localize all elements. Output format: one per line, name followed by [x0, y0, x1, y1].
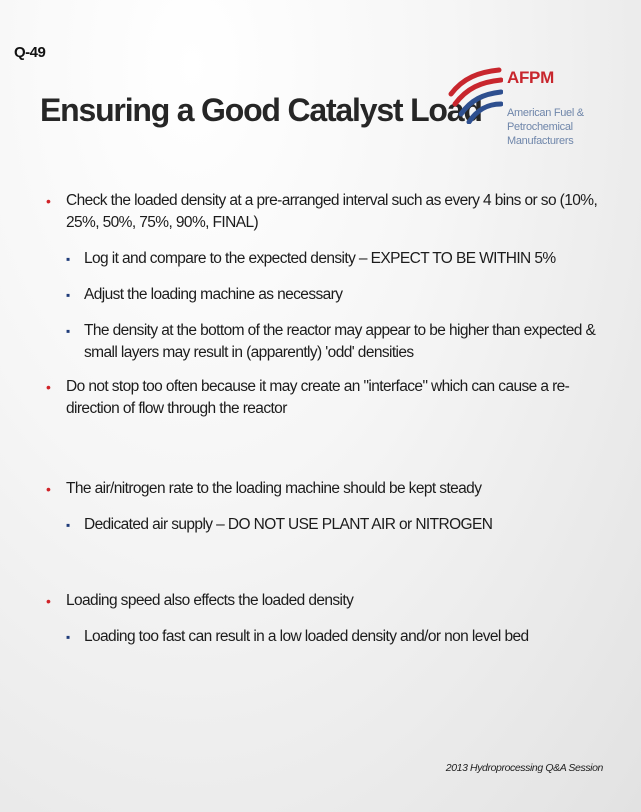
- bullet-list: [46, 190, 606, 648]
- logo-subtitle: American Fuel & Petrochemical Manufacturers: [507, 107, 584, 147]
- square-bullet-icon: ▪: [66, 324, 70, 338]
- sub-bullet-item: [46, 514, 606, 536]
- bullet-item: [46, 478, 606, 500]
- bullet-text: The air/nitrogen rate to the loading machine should be kept steady: [66, 480, 482, 497]
- bullet-dot-icon: •: [46, 193, 51, 209]
- bullet-dot-icon: •: [46, 379, 51, 395]
- afpm-logo: [445, 62, 625, 172]
- bullet-dot-icon: •: [46, 593, 51, 609]
- sub-bullet-item: [46, 320, 606, 364]
- square-bullet-icon: ▪: [66, 288, 70, 302]
- bullet-text: Log it and compare to the expected density – EXPECT TO BE WITHIN 5%: [84, 250, 556, 267]
- bullet-text: Loading speed also effects the loaded density: [66, 592, 354, 609]
- question-number: Q-49: [14, 44, 46, 61]
- logo-name: AFPM: [507, 68, 554, 87]
- sub-bullet-item: [46, 284, 606, 306]
- bullet-text: The density at the bottom of the reactor may appear to be higher than expected & small layers may result in (apparently) 'odd' densities: [84, 322, 596, 361]
- bullet-text: Loading too fast can result in a low loaded density and/or non level bed: [84, 628, 529, 645]
- bullet-text: Do not stop too often because it may create an "interface" which can cause a re-direction of flow through the reactor: [66, 378, 570, 417]
- bullet-dot-icon: •: [46, 481, 51, 497]
- bullet-item: [46, 376, 606, 420]
- footer-text: 2013 Hydroprocessing Q&A Session: [445, 762, 603, 774]
- bullet-item: [46, 190, 606, 234]
- square-bullet-icon: ▪: [66, 518, 70, 532]
- slide-title: Ensuring a Good Catalyst Load: [40, 92, 482, 128]
- bullet-item: [46, 590, 606, 612]
- bullet-text: Adjust the loading machine as necessary: [84, 286, 343, 303]
- square-bullet-icon: ▪: [66, 252, 70, 266]
- afpm-flag-icon: [445, 64, 503, 124]
- bullet-text: Dedicated air supply – DO NOT USE PLANT AIR or NITROGEN: [84, 516, 493, 533]
- square-bullet-icon: ▪: [66, 630, 70, 644]
- sub-bullet-item: [46, 248, 606, 270]
- bullet-text: Check the loaded density at a pre-arranged interval such as every 4 bins or so (10%, 25%, 50%, 75%, 90%, FINAL): [66, 192, 598, 231]
- sub-bullet-item: [46, 626, 606, 648]
